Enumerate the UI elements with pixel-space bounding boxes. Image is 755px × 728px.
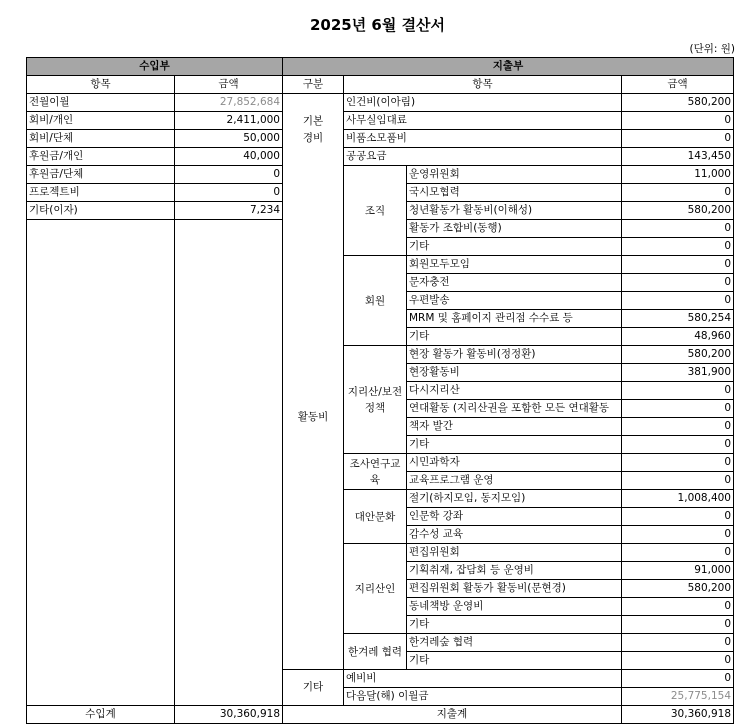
expense-item: 기타 [407, 238, 622, 256]
expense-item: 우편발송 [407, 292, 622, 310]
income-amount: 0 [175, 184, 283, 202]
totals-row [27, 706, 734, 724]
table-row [27, 112, 734, 130]
expense-amount: 0 [622, 274, 734, 292]
expense-amount: 580,200 [622, 580, 734, 598]
expense-amount: 0 [622, 598, 734, 616]
income-section-label: 수입부 [27, 58, 283, 76]
income-amount: 2,411,000 [175, 112, 283, 130]
expense-amount-header: 금액 [622, 76, 734, 94]
income-item-header: 항목 [27, 76, 175, 94]
expense-amount: 381,900 [622, 364, 734, 382]
unit-label: (단위: 원) [689, 43, 735, 55]
expense-amount: 0 [622, 526, 734, 544]
income-item: 후원금/개인 [27, 148, 175, 166]
expense-amount: 1,008,400 [622, 490, 734, 508]
expense-item: 공공요금 [344, 148, 622, 166]
expense-item: 동네책방 운영비 [407, 598, 622, 616]
document-title: 2025년 6월 결산서 [309, 16, 446, 34]
section-header-row [27, 58, 734, 76]
category-basic [283, 94, 344, 166]
expense-item: 한겨레숲 협력 [407, 634, 622, 652]
income-item: 프로젝트비 [27, 184, 175, 202]
expense-item: 기획취재, 잡담회 등 운영비 [407, 562, 622, 580]
expense-item: 절기(하지모임, 동지모임) [407, 490, 622, 508]
expense-item: 국시모협력 [407, 184, 622, 202]
income-blank-amount [175, 220, 283, 706]
expense-amount: 0 [622, 634, 734, 652]
table-row [27, 148, 734, 166]
expense-amount: 0 [622, 382, 734, 400]
expense-item: 기타 [407, 652, 622, 670]
group-label: 회원 [344, 256, 407, 346]
income-blank-item [27, 220, 175, 706]
expense-item: 기타 [407, 436, 622, 454]
expense-item-header: 항목 [344, 76, 622, 94]
expense-amount: 0 [622, 184, 734, 202]
expense-item: 현장 활동가 활동비(정정환) [407, 346, 622, 364]
income-item: 기타(이자) [27, 202, 175, 220]
expense-amount: 0 [622, 454, 734, 472]
expense-item: 기타 [407, 616, 622, 634]
expense-amount: 0 [622, 436, 734, 454]
expense-item: 청년활동가 활동비(이해성) [407, 202, 622, 220]
expense-amount: 0 [622, 130, 734, 148]
table-row [27, 94, 734, 112]
income-amount: 7,234 [175, 202, 283, 220]
expense-amount: 0 [622, 616, 734, 634]
income-item: 후원금/단체 [27, 166, 175, 184]
income-item: 전월이월 [27, 94, 175, 112]
expense-category-header: 구분 [283, 76, 344, 94]
expense-amount: 0 [622, 238, 734, 256]
expense-amount: 0 [622, 220, 734, 238]
expense-amount: 25,775,154 [622, 688, 734, 706]
income-item: 회비/단체 [27, 130, 175, 148]
expense-item: 예비비 [344, 670, 622, 688]
expense-amount: 143,450 [622, 148, 734, 166]
category-basic-label: 기본 경비 [302, 114, 324, 144]
expense-amount: 580,254 [622, 310, 734, 328]
expense-total-label: 지출계 [283, 706, 622, 724]
income-amount: 50,000 [175, 130, 283, 148]
expense-item: 문자충전 [407, 274, 622, 292]
expense-amount: 0 [622, 292, 734, 310]
expense-item: 편집위원회 [407, 544, 622, 562]
group-label: 한겨레 협력 [344, 634, 407, 670]
group-label: 대안문화 [344, 490, 407, 544]
expense-item: 활동가 조합비(동행) [407, 220, 622, 238]
expense-item: 사무실임대료 [344, 112, 622, 130]
expense-item: 교육프로그램 운영 [407, 472, 622, 490]
expense-item: 시민과학자 [407, 454, 622, 472]
expense-item: 다시지리산 [407, 382, 622, 400]
income-total: 30,360,918 [175, 706, 283, 724]
income-amount: 40,000 [175, 148, 283, 166]
expense-item: 다음달(해) 이월금 [344, 688, 622, 706]
group-label: 조직 [344, 166, 407, 256]
expense-item: 연대활동 (지리산권을 포함한 모든 연대활동 [407, 400, 622, 418]
expense-amount: 0 [622, 418, 734, 436]
expense-item: 인문학 강좌 [407, 508, 622, 526]
income-total-label: 수입계 [27, 706, 175, 724]
group-label: 지리산/보전정책 [344, 346, 407, 454]
expense-amount: 11,000 [622, 166, 734, 184]
expense-item: 기타 [407, 328, 622, 346]
expense-amount: 0 [622, 544, 734, 562]
category-other: 기타 [283, 670, 344, 706]
expense-item: 운영위원회 [407, 166, 622, 184]
expense-item: 비품소모품비 [344, 130, 622, 148]
expense-amount: 580,200 [622, 202, 734, 220]
income-item: 회비/개인 [27, 112, 175, 130]
expense-item: 현장활동비 [407, 364, 622, 382]
expense-item: MRM 및 홈페이지 관리점 수수료 등 [407, 310, 622, 328]
expense-amount: 580,200 [622, 346, 734, 364]
income-amount: 0 [175, 166, 283, 184]
group-label: 지리산인 [344, 544, 407, 634]
group-label: 조사연구교육 [344, 454, 407, 490]
income-amount: 27,852,684 [175, 94, 283, 112]
expense-amount: 0 [622, 508, 734, 526]
expense-amount: 48,960 [622, 328, 734, 346]
expense-amount: 0 [622, 112, 734, 130]
column-header-row [27, 76, 734, 94]
category-activity: 활동비 [283, 166, 344, 670]
table-row [27, 130, 734, 148]
expense-item: 회원모두모임 [407, 256, 622, 274]
expense-amount: 0 [622, 400, 734, 418]
expense-amount: 0 [622, 652, 734, 670]
expense-item: 감수성 교육 [407, 526, 622, 544]
expense-section-label: 지출부 [283, 58, 734, 76]
expense-amount: 0 [622, 670, 734, 688]
expense-item: 책자 발간 [407, 418, 622, 436]
expense-amount: 580,200 [622, 94, 734, 112]
table-row [27, 166, 734, 184]
expense-amount: 0 [622, 472, 734, 490]
settlement-table [26, 57, 734, 724]
expense-amount: 91,000 [622, 562, 734, 580]
income-amount-header: 금액 [175, 76, 283, 94]
expense-amount: 0 [622, 256, 734, 274]
expense-item: 편집위원회 활동가 활동비(문현경) [407, 580, 622, 598]
expense-item: 인건비(이아림) [344, 94, 622, 112]
expense-total: 30,360,918 [622, 706, 734, 724]
